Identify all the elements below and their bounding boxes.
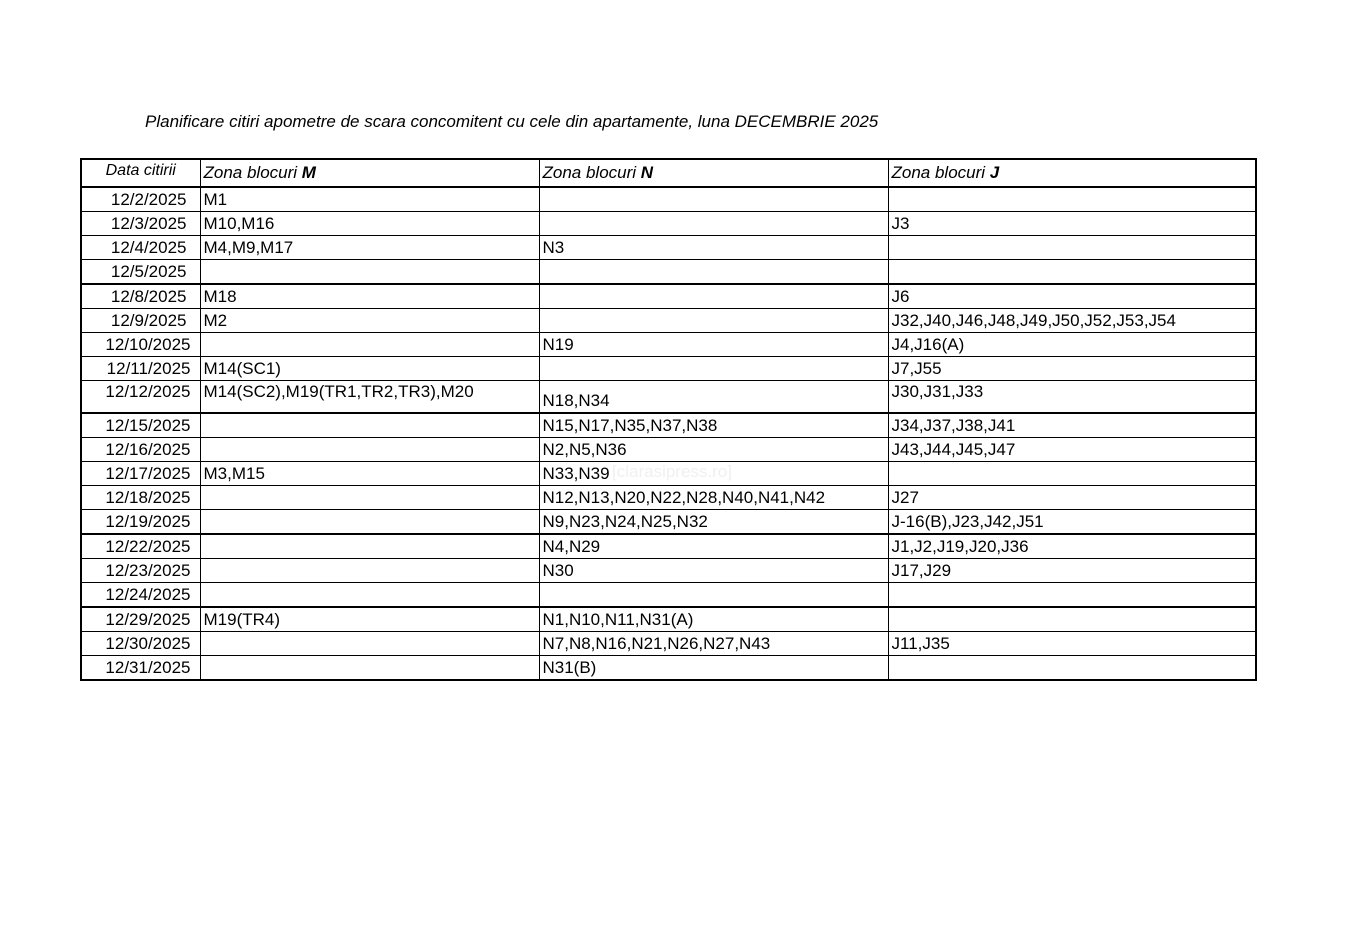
zone-n-cell: [539, 212, 888, 236]
table-row: [81, 212, 1256, 236]
zone-n-cell: N15,N17,N35,N37,N38: [539, 413, 888, 438]
zone-j-cell: J32,J40,J46,J48,J49,J50,J52,J53,J54: [888, 309, 1256, 333]
zone-j-cell: J-16(B),J23,J42,J51: [888, 510, 1256, 535]
reading-date-cell: 12/22/2025: [81, 534, 200, 559]
reading-date-cell: 12/16/2025: [81, 438, 200, 462]
zone-m-cell: M2: [200, 309, 539, 333]
table-row: [81, 309, 1256, 333]
table-row: [81, 357, 1256, 381]
zone-n-cell: N2,N5,N36: [539, 438, 888, 462]
zone-m-cell: [200, 656, 539, 681]
reading-date-cell: 12/23/2025: [81, 559, 200, 583]
zone-m-cell: [200, 510, 539, 535]
column-header-zone-n-letter: N: [640, 163, 654, 182]
zone-j-cell: [888, 236, 1256, 260]
zone-m-cell: [200, 333, 539, 357]
zone-n-cell: [539, 309, 888, 333]
page-title: Planificare citiri apometre de scara concomitent cu cele din apartamente, luna DECEMBRIE 2025: [145, 112, 879, 131]
zone-j-cell: J7,J55: [888, 357, 1256, 381]
column-header-date: Data citirii: [81, 159, 200, 187]
table-row: [81, 187, 1256, 212]
zone-n-cell: N19: [539, 333, 888, 357]
zone-n-cell: N30: [539, 559, 888, 583]
zone-n-cell: N7,N8,N16,N21,N26,N27,N43: [539, 632, 888, 656]
watermark: [clarasipress.ro]: [612, 462, 732, 481]
zone-m-cell: [200, 413, 539, 438]
zone-m-cell: [200, 583, 539, 608]
table-row: [81, 260, 1256, 285]
column-header-zone-j: [888, 159, 1256, 187]
reading-date-cell: 12/15/2025: [81, 413, 200, 438]
zone-n-cell: [539, 260, 888, 285]
zone-j-cell: J34,J37,J38,J41: [888, 413, 1256, 438]
zone-j-cell: [888, 583, 1256, 608]
column-header-zone-m-letter: M: [301, 163, 316, 182]
zone-j-cell: J30,J31,J33: [888, 381, 1256, 414]
reading-date-cell: 12/4/2025: [81, 236, 200, 260]
reading-date-cell: 12/19/2025: [81, 510, 200, 535]
zone-m-cell: [200, 260, 539, 285]
table-row: [81, 381, 1256, 414]
reading-date-cell: 12/18/2025: [81, 486, 200, 510]
zone-j-cell: J6: [888, 284, 1256, 309]
column-header-zone-j-label: Zona blocuri: [891, 163, 990, 182]
reading-date-cell: 12/31/2025: [81, 656, 200, 681]
reading-date-cell: 12/11/2025: [81, 357, 200, 381]
zone-j-cell: J11,J35: [888, 632, 1256, 656]
reading-date-cell: 12/5/2025: [81, 260, 200, 285]
zone-m-cell: M14(SC2),M19(TR1,TR2,TR3),M20: [200, 381, 539, 414]
reading-date-cell: 12/2/2025: [81, 187, 200, 212]
reading-date-cell: 12/24/2025: [81, 583, 200, 608]
table-row: [81, 632, 1256, 656]
zone-j-cell: [888, 656, 1256, 681]
zone-n-cell: [539, 583, 888, 608]
zone-m-cell: [200, 632, 539, 656]
zone-n-cell: N9,N23,N24,N25,N32: [539, 510, 888, 535]
reading-date-cell: 12/10/2025: [81, 333, 200, 357]
zone-j-cell: J43,J44,J45,J47: [888, 438, 1256, 462]
table-row: [81, 607, 1256, 632]
table-row: [81, 656, 1256, 681]
zone-j-cell: J4,J16(A): [888, 333, 1256, 357]
zone-j-cell: J3: [888, 212, 1256, 236]
zone-n-cell: N31(B): [539, 656, 888, 681]
zone-m-cell: M14(SC1): [200, 357, 539, 381]
table-row: [81, 583, 1256, 608]
table-row: [81, 559, 1256, 583]
reading-date-cell: 12/8/2025: [81, 284, 200, 309]
zone-n-cell: N1,N10,N11,N31(A): [539, 607, 888, 632]
zone-m-cell: M18: [200, 284, 539, 309]
table-row: [81, 333, 1256, 357]
header-row: [81, 159, 1256, 187]
column-header-zone-m-label: Zona blocuri: [203, 163, 302, 182]
reading-date-cell: 12/30/2025: [81, 632, 200, 656]
zone-j-cell: [888, 187, 1256, 212]
zone-m-cell: M19(TR4): [200, 607, 539, 632]
zone-n-cell: N12,N13,N20,N22,N28,N40,N41,N42: [539, 486, 888, 510]
reading-schedule-table: [80, 158, 1257, 681]
zone-j-cell: J17,J29: [888, 559, 1256, 583]
column-header-zone-j-letter: J: [989, 163, 1000, 182]
zone-m-cell: M3,M15: [200, 462, 539, 486]
zone-n-cell: [539, 187, 888, 212]
zone-j-cell: [888, 462, 1256, 486]
zone-m-cell: [200, 559, 539, 583]
table-row: [81, 236, 1256, 260]
zone-j-cell: [888, 607, 1256, 632]
zone-m-cell: [200, 534, 539, 559]
table-row: [81, 462, 1256, 486]
column-header-zone-m: [200, 159, 539, 187]
reading-date-cell: 12/29/2025: [81, 607, 200, 632]
column-header-zone-n-label: Zona blocuri: [542, 163, 641, 182]
table-row: [81, 284, 1256, 309]
zone-j-cell: J27: [888, 486, 1256, 510]
table-row: [81, 413, 1256, 438]
table-row: [81, 438, 1256, 462]
zone-m-cell: M10,M16: [200, 212, 539, 236]
table-row: [81, 510, 1256, 535]
reading-date-cell: 12/3/2025: [81, 212, 200, 236]
zone-m-cell: [200, 486, 539, 510]
reading-date-cell: 12/9/2025: [81, 309, 200, 333]
zone-m-cell: [200, 438, 539, 462]
zone-n-cell: N18,N34: [539, 381, 888, 414]
zone-j-cell: [888, 260, 1256, 285]
zone-n-cell: N3: [539, 236, 888, 260]
zone-n-cell: [539, 357, 888, 381]
zone-m-cell: M4,M9,M17: [200, 236, 539, 260]
reading-date-cell: 12/12/2025: [81, 381, 200, 414]
zone-n-cell: N33,N39: [539, 462, 888, 486]
zone-m-cell: M1: [200, 187, 539, 212]
zone-n-cell: [539, 284, 888, 309]
table-row: [81, 534, 1256, 559]
reading-date-cell: 12/17/2025: [81, 462, 200, 486]
table-row: [81, 486, 1256, 510]
zone-n-cell: N4,N29: [539, 534, 888, 559]
column-header-zone-n: [539, 159, 888, 187]
zone-j-cell: J1,J2,J19,J20,J36: [888, 534, 1256, 559]
